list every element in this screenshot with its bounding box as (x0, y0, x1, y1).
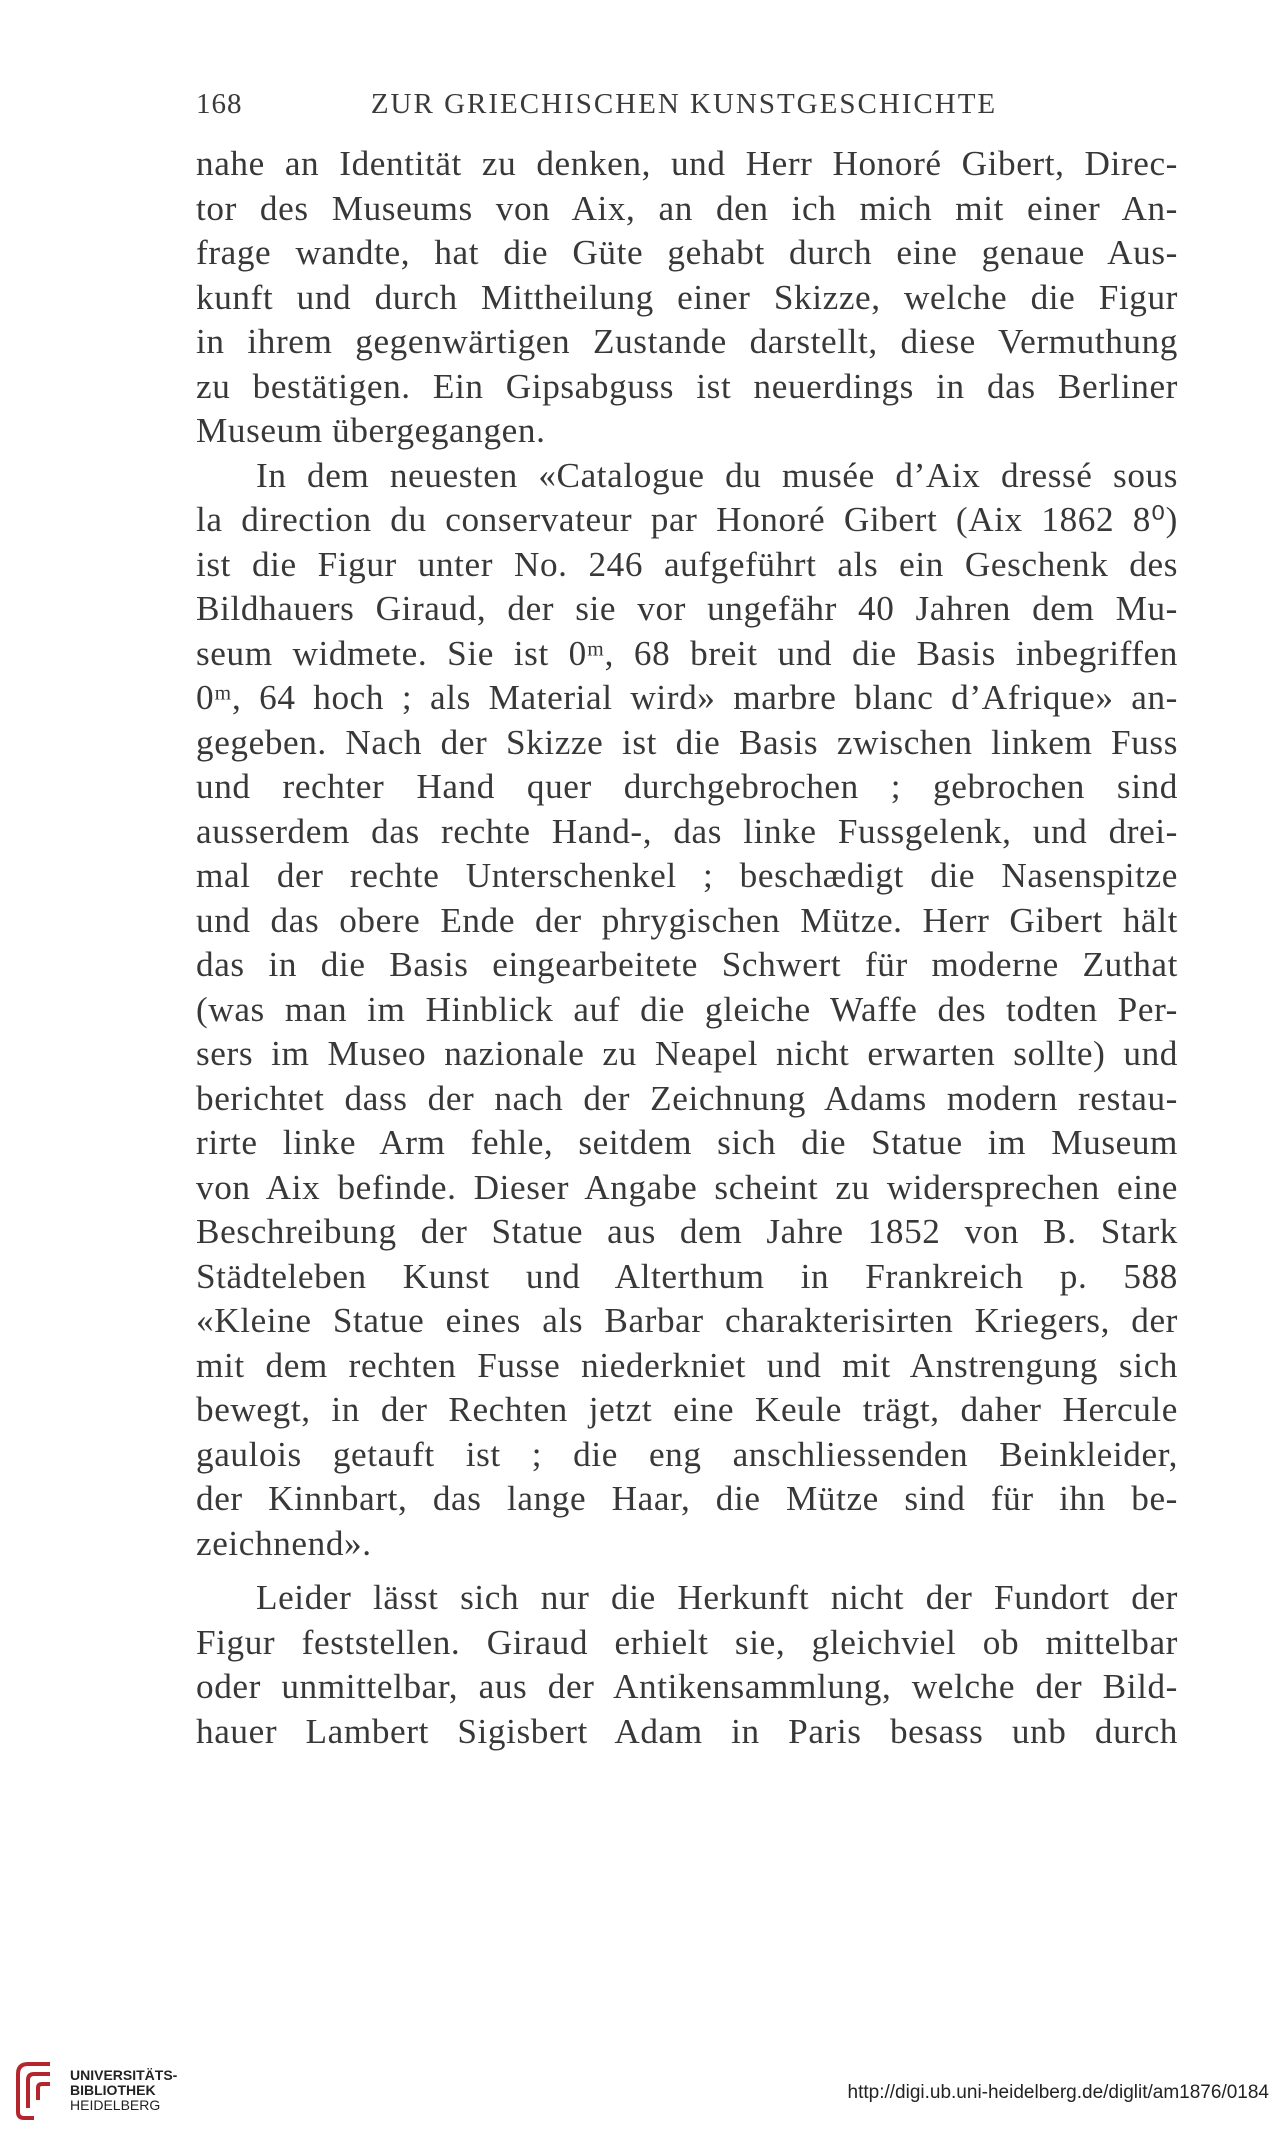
text-line: «Kleine Statue eines als Barbar charakterisirten Kriegers, der (196, 1301, 1178, 1340)
running-title: ZUR GRIECHISCHEN KUNSTGESCHICHTE (370, 88, 998, 120)
text-line: Bildhauers Giraud, der sie vor ungefähr 40 Jahren dem Mu- (196, 589, 1178, 628)
text-line: oder unmittelbar, aus der Antikensammlung, welche der Bild- (196, 1667, 1178, 1706)
text-line: Leider lässt sich nur die Herkunft nicht der Fundort der (256, 1578, 1178, 1617)
logo-line: UNIVERSITÄTS- (70, 2067, 178, 2083)
text-line: gegeben. Nach der Skizze ist die Basis zwischen linkem Fuss (196, 722, 1178, 762)
text-line: la direction du conservateur par Honoré Gibert (Aix 1862 8⁰) (196, 500, 1178, 539)
library-logo-icon (14, 2060, 58, 2122)
library-logo-text (70, 2068, 177, 2113)
running-head (196, 88, 1172, 128)
text-line: Beschreibung der Statue aus dem Jahre 1852 von B. Stark (196, 1212, 1178, 1251)
text-line: ist die Figur unter No. 246 aufgeführt als ein Geschenk des (196, 544, 1178, 584)
text-line: zu bestätigen. Ein Gipsabguss ist neuerdings in das Berliner (196, 366, 1178, 406)
text-line: Figur feststellen. Giraud erhielt sie, gleichviel ob mittelbar (196, 1622, 1178, 1662)
source-url[interactable]: http://digi.ub.uni-heidelberg.de/diglit/am1876/0184 (847, 2082, 1269, 2103)
text-line: in ihrem gegenwärtigen Zustande darstellt, diese Vermuthung (196, 322, 1178, 361)
text-line: berichtet dass der nach der Zeichnung Adams modern restau- (196, 1078, 1178, 1118)
text-line: (was man im Hinblick auf die gleiche Waffe des todten Per- (196, 989, 1178, 1029)
text-line: frage wandte, hat die Güte gehabt durch eine genaue Aus- (196, 233, 1178, 272)
logo-line: BIBLIOTHEK (70, 2082, 156, 2098)
text-line: Städteleben Kunst und Alterthum in Frankreich p. 588 (196, 1256, 1178, 1296)
paragraph-gap (196, 1566, 1178, 1576)
logo-line: HEIDELBERG (70, 2097, 161, 2113)
text-line: mit dem rechten Fusse niederkniet und mit Anstrengung sich (196, 1345, 1178, 1385)
text-line: gaulois getauft ist ; die eng anschliessenden Beinkleider, (196, 1434, 1178, 1474)
text-line: tor des Museums von Aix, an den ich mich mit einer An- (196, 188, 1178, 228)
text-line: rirte linke Arm fehle, seitdem sich die Statue im Museum (196, 1123, 1178, 1162)
text-line: In dem neuesten «Catalogue du musée d’Aix dressé sous (256, 455, 1178, 495)
text-line: das in die Basis eingearbeitete Schwert für moderne Zuthat (196, 945, 1178, 984)
text-line: und rechter Hand quer durchgebrochen ; gebrochen sind (196, 767, 1178, 806)
text-line: Museum übergegangen. (196, 411, 546, 450)
text-line: sers im Museo nazionale zu Neapel nicht erwarten sollte) und (196, 1034, 1178, 1073)
text-line: nahe an Identität zu denken, und Herr Honoré Gibert, Direc- (196, 144, 1178, 183)
text-line: von Aix befinde. Dieser Angabe scheint zu widersprechen eine (196, 1167, 1178, 1207)
text-line: mal der rechte Unterschenkel ; beschædigt die Nasenspitze (196, 856, 1178, 895)
text-line: ausserdem das rechte Hand-, das linke Fussgelenk, und drei- (196, 811, 1178, 851)
text-line: und das obere Ende der phrygischen Mütze. Herr Gibert hält (196, 900, 1178, 940)
text-line: hauer Lambert Sigisbert Adam in Paris besass unb durch (196, 1711, 1178, 1751)
text-line: kunft und durch Mittheilung einer Skizze, welche die Figur (196, 277, 1178, 317)
page-number: 168 (196, 88, 243, 120)
library-logo (14, 2060, 214, 2122)
text-line: bewegt, in der Rechten jetzt eine Keule trägt, daher Hercule (196, 1390, 1178, 1429)
text-line: zeichnend». (196, 1523, 372, 1563)
text-line: 0ᵐ, 64 hoch ; als Material wird» marbre blanc d’Afrique» an- (196, 678, 1178, 717)
body-text (196, 142, 1178, 1754)
text-line: seum widmete. Sie ist 0ᵐ, 68 breit und die Basis inbegriffen (196, 633, 1178, 673)
text-line: der Kinnbart, das lange Haar, die Mütze sind für ihn be- (196, 1479, 1178, 1518)
